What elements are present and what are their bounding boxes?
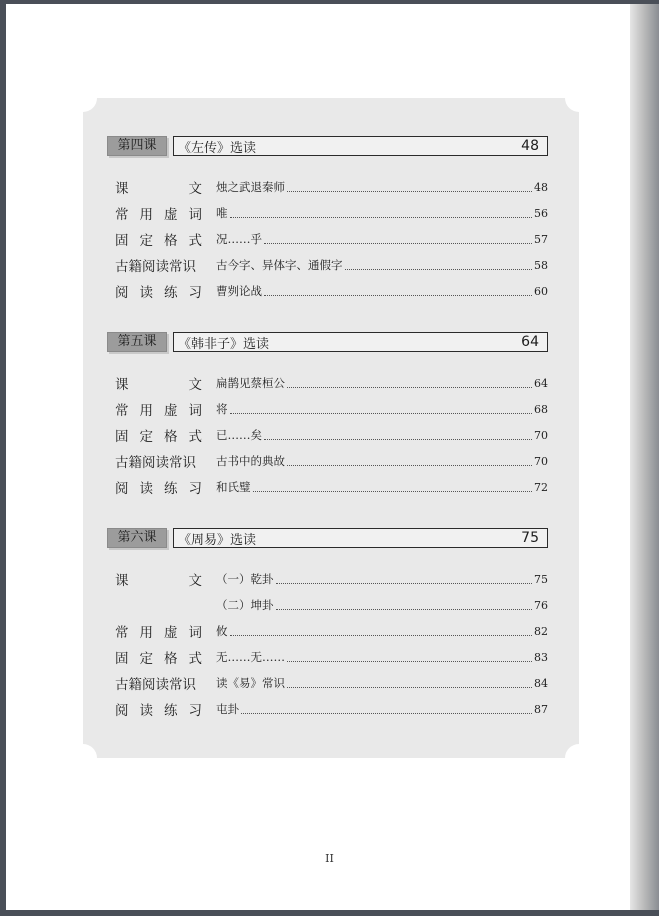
dot-leader bbox=[276, 600, 533, 609]
corner-notch bbox=[565, 84, 593, 112]
entry-category: 古籍阅读常识 bbox=[115, 259, 196, 275]
entry-title: （二）坤卦 bbox=[216, 598, 274, 612]
dot-leader bbox=[345, 260, 533, 269]
entry-title: 和氏璧 bbox=[216, 480, 251, 494]
toc-entry[interactable] bbox=[115, 619, 548, 643]
entry-category: 固 定 格 式 bbox=[115, 233, 202, 249]
lesson-title: 《韩非子》选读 bbox=[178, 336, 270, 352]
toc-entry[interactable] bbox=[115, 449, 548, 473]
lesson-header bbox=[107, 136, 548, 156]
entry-title: 曹刿论战 bbox=[216, 284, 262, 298]
page-edge-shadow bbox=[630, 4, 659, 910]
entry-title: 屯卦 bbox=[216, 702, 239, 716]
entry-category: 常 用 虚 词 bbox=[115, 207, 202, 223]
dot-leader bbox=[287, 652, 532, 661]
dot-leader bbox=[264, 286, 532, 295]
dot-leader bbox=[276, 574, 533, 583]
dot-leader bbox=[241, 704, 532, 713]
entry-title: 扁鹊见蔡桓公 bbox=[216, 376, 285, 390]
entry-page: 70 bbox=[534, 455, 548, 468]
lesson-title: 《周易》选读 bbox=[178, 532, 257, 548]
entry-title: 古今字、异体字、通假字 bbox=[216, 258, 343, 272]
lesson-number: 第六课 bbox=[107, 528, 167, 548]
dot-leader bbox=[264, 430, 532, 439]
lesson-title: 《左传》选读 bbox=[178, 140, 257, 156]
entry-page: 68 bbox=[534, 403, 548, 416]
dot-leader bbox=[230, 404, 533, 413]
lesson-number: 第四课 bbox=[107, 136, 167, 156]
entry-title: 无……无…… bbox=[216, 650, 285, 664]
toc-entry[interactable] bbox=[115, 645, 548, 669]
entry-category: 阅 读 练 习 bbox=[115, 703, 202, 719]
entry-title: 将 bbox=[216, 402, 228, 416]
entry-category: 固 定 格 式 bbox=[115, 651, 202, 667]
entry-title: 已……矣 bbox=[216, 428, 262, 442]
lesson-header bbox=[107, 528, 548, 548]
entry-page: 48 bbox=[534, 181, 548, 194]
entry-page: 58 bbox=[534, 259, 548, 272]
corner-notch bbox=[69, 744, 97, 772]
entry-page: 64 bbox=[534, 377, 548, 390]
lesson-page: 48 bbox=[521, 138, 539, 154]
toc-entry[interactable] bbox=[115, 593, 548, 617]
entry-page: 70 bbox=[534, 429, 548, 442]
entry-title: 古书中的典故 bbox=[216, 454, 285, 468]
entry-category: 课 文 bbox=[115, 377, 202, 393]
toc-entry[interactable] bbox=[115, 175, 548, 199]
entry-title: 读《易》常识 bbox=[216, 676, 285, 690]
entry-page: 76 bbox=[534, 599, 548, 612]
lesson-title-box[interactable] bbox=[173, 528, 548, 548]
entry-category: 课 文 bbox=[115, 181, 202, 197]
toc-entry[interactable] bbox=[115, 397, 548, 421]
page-number: II bbox=[325, 852, 334, 865]
toc-entry[interactable] bbox=[115, 475, 548, 499]
dot-leader bbox=[287, 456, 532, 465]
corner-notch bbox=[565, 744, 593, 772]
entry-page: 75 bbox=[534, 573, 548, 586]
lesson-number: 第五课 bbox=[107, 332, 167, 352]
entry-category: 固 定 格 式 bbox=[115, 429, 202, 445]
dot-leader bbox=[287, 182, 532, 191]
entry-title: 烛之武退秦师 bbox=[216, 180, 285, 194]
dot-leader bbox=[287, 678, 532, 687]
lesson-header bbox=[107, 332, 548, 352]
entry-category: 阅 读 练 习 bbox=[115, 285, 202, 301]
entry-page: 84 bbox=[534, 677, 548, 690]
entry-title: 况……乎 bbox=[216, 232, 262, 246]
entry-page: 60 bbox=[534, 285, 548, 298]
entry-category: 古籍阅读常识 bbox=[115, 455, 196, 471]
entry-page: 87 bbox=[534, 703, 548, 716]
entry-title: 唯 bbox=[216, 206, 228, 220]
entry-page: 72 bbox=[534, 481, 548, 494]
toc-entry[interactable] bbox=[115, 253, 548, 277]
entry-page: 83 bbox=[534, 651, 548, 664]
entry-category: 常 用 虚 词 bbox=[115, 403, 202, 419]
dot-leader bbox=[230, 208, 533, 217]
entry-title: 攸 bbox=[216, 624, 228, 638]
lesson-title-box[interactable] bbox=[173, 136, 548, 156]
toc-entry[interactable] bbox=[115, 227, 548, 251]
lesson-page: 64 bbox=[521, 334, 539, 350]
toc-entry[interactable] bbox=[115, 201, 548, 225]
toc-entry[interactable] bbox=[115, 423, 548, 447]
entry-category: 阅 读 练 习 bbox=[115, 481, 202, 497]
entry-category: 课 文 bbox=[115, 573, 202, 589]
lesson-page: 75 bbox=[521, 530, 539, 546]
toc-entry[interactable] bbox=[115, 671, 548, 695]
entry-title: （一）乾卦 bbox=[216, 572, 274, 586]
dot-leader bbox=[230, 626, 533, 635]
dot-leader bbox=[264, 234, 532, 243]
corner-notch bbox=[69, 84, 97, 112]
toc-entry[interactable] bbox=[115, 567, 548, 591]
toc-entry[interactable] bbox=[115, 279, 548, 303]
toc-entry[interactable] bbox=[115, 371, 548, 395]
entry-category: 常 用 虚 词 bbox=[115, 625, 202, 641]
entry-page: 56 bbox=[534, 207, 548, 220]
entry-page: 82 bbox=[534, 625, 548, 638]
toc-panel bbox=[83, 98, 579, 758]
entry-category: 古籍阅读常识 bbox=[115, 677, 196, 693]
toc-entry[interactable] bbox=[115, 697, 548, 721]
lesson-title-box[interactable] bbox=[173, 332, 548, 352]
dot-leader bbox=[287, 378, 532, 387]
dot-leader bbox=[253, 482, 533, 491]
entry-page: 57 bbox=[534, 233, 548, 246]
